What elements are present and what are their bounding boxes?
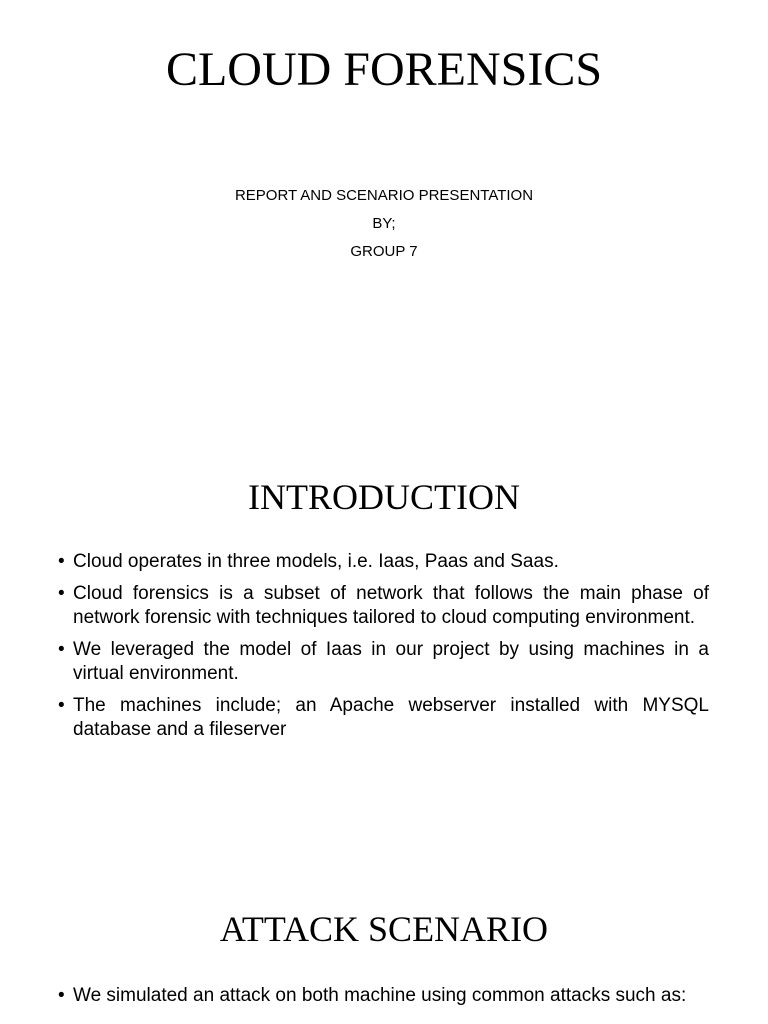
slide-heading: ATTACK SCENARIO — [219, 909, 549, 949]
list-item — [58, 550, 709, 574]
bullet-text: We simulated an attack on both machine using common attacks such as: — [73, 985, 687, 1006]
subtitle-line: REPORT AND SCENARIO PRESENTATION — [234, 187, 534, 204]
bullet-list — [58, 550, 709, 750]
bullet-text: Cloud operates in three models, i.e. Iaas, Paas and Saas. — [73, 551, 559, 572]
bullet-icon: • — [58, 583, 65, 604]
list-item — [58, 984, 709, 1008]
bullet-icon: • — [58, 551, 65, 572]
bullet-text: We leveraged the model of Iaas in our project by using machines in a virtual environment. — [73, 639, 709, 684]
bullet-icon: • — [58, 985, 65, 1006]
list-item — [58, 638, 709, 686]
bullet-list — [58, 984, 709, 1016]
bullet-icon: • — [58, 695, 65, 716]
subtitle-line: GROUP 7 — [350, 243, 418, 260]
slide-heading: INTRODUCTION — [248, 477, 520, 517]
presentation-title: CLOUD FORENSICS — [165, 43, 603, 96]
bullet-text: The machines include; an Apache webserver installed with MYSQL database and a fileserver — [73, 695, 709, 740]
subtitle-line: BY; — [372, 215, 396, 232]
list-item — [58, 582, 709, 630]
bullet-text: Cloud forensics is a subset of network that follows the main phase of network forensic with techniques tailored to cloud computing environment. — [73, 583, 709, 628]
bullet-icon: • — [58, 639, 65, 660]
list-item — [58, 694, 709, 742]
